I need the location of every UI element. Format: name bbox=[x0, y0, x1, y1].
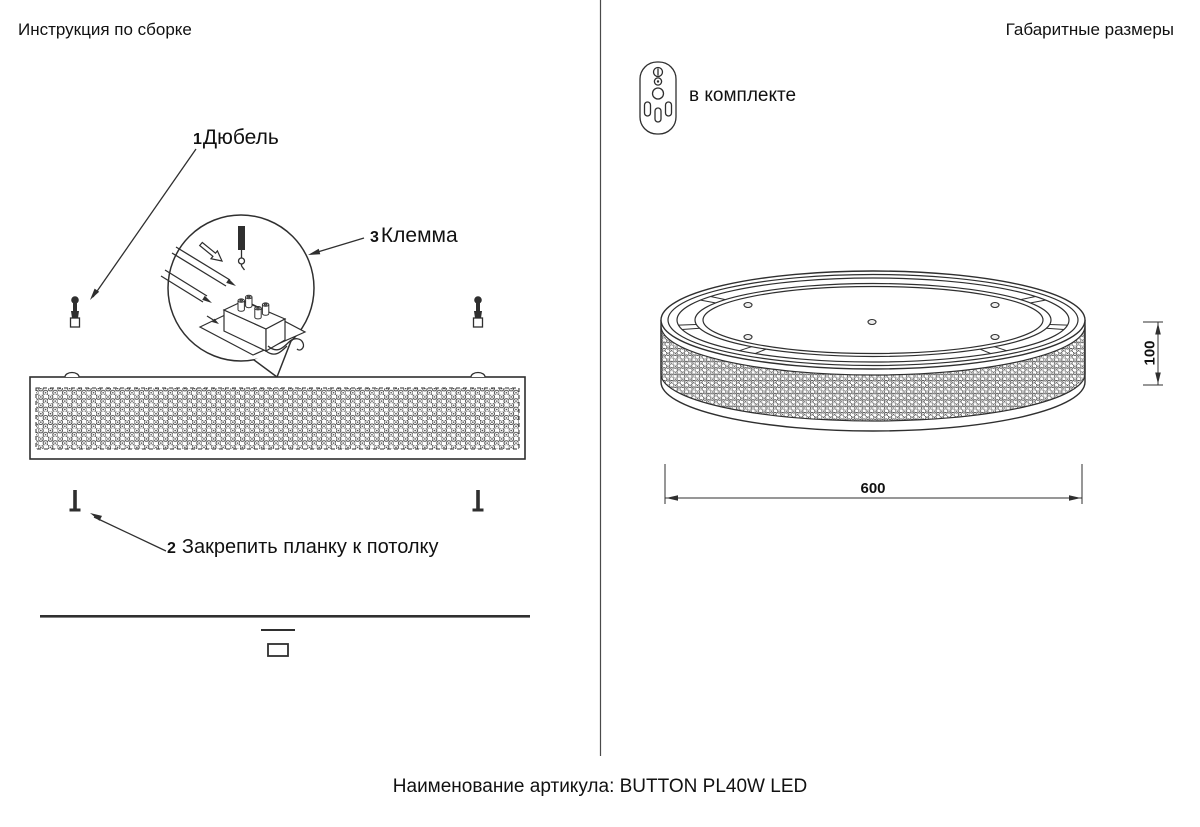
assembly-step-1-label bbox=[193, 126, 279, 150]
article-name-footer: Наименование артикула: BUTTON PL40W LED bbox=[392, 776, 808, 797]
dimension-width-label: 600 bbox=[857, 480, 888, 497]
assembly-step-3-label bbox=[370, 224, 458, 248]
step-2-text: Закрепить планку к потолку bbox=[181, 536, 439, 558]
assembly-step-2-label bbox=[167, 536, 439, 559]
step-1-text: Дюбель bbox=[202, 126, 279, 149]
dowel-screw-left bbox=[71, 296, 80, 327]
ceiling-screw-left bbox=[70, 490, 81, 512]
step-1-number: 1 bbox=[193, 131, 202, 148]
dowel-screw-right bbox=[474, 296, 483, 327]
leader-line-3 bbox=[308, 238, 364, 255]
left-panel-title: Инструкция по сборке bbox=[18, 20, 192, 39]
leader-line-2 bbox=[90, 513, 166, 551]
mounting-bar bbox=[30, 373, 525, 460]
terminal-detail-bubble bbox=[161, 215, 314, 377]
step-3-text: Клемма bbox=[380, 224, 458, 247]
kit-included-label: в комплекте bbox=[689, 85, 797, 106]
dimensions-diagram bbox=[661, 271, 1163, 504]
right-panel-title: Габаритные размеры bbox=[1005, 20, 1174, 39]
screw-icon bbox=[238, 226, 245, 270]
ceiling-screw-right bbox=[473, 490, 484, 512]
step-2-number: 2 bbox=[167, 540, 176, 557]
ceiling-line bbox=[40, 615, 530, 656]
dimension-height-label: 100 bbox=[1141, 340, 1159, 366]
step-3-number: 3 bbox=[370, 229, 379, 246]
remote-control-icon bbox=[640, 62, 676, 134]
